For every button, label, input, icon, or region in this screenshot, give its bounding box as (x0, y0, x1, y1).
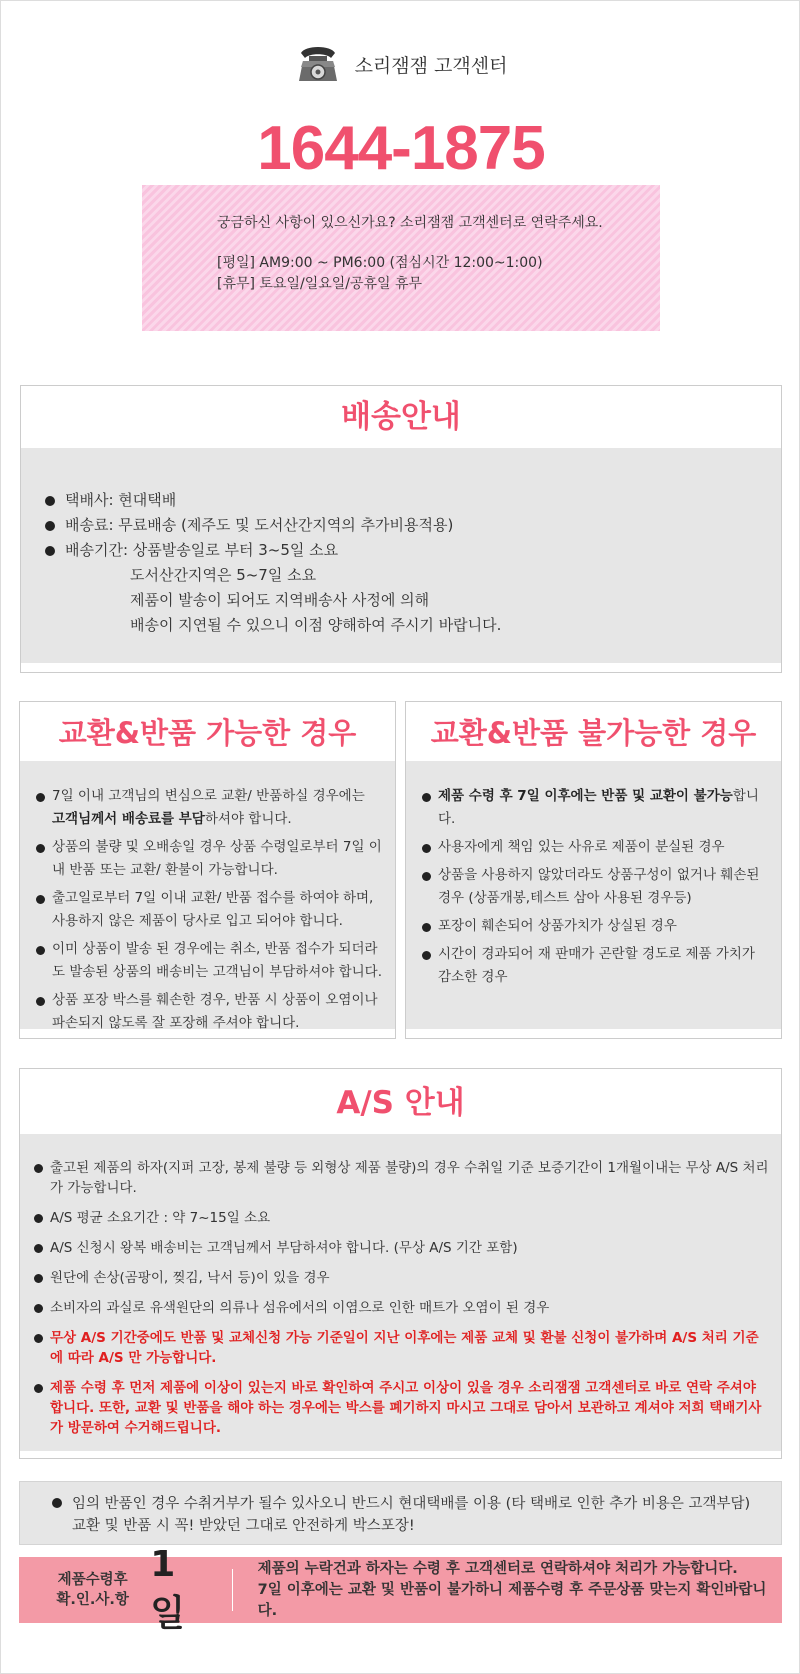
list-item-warning: 무상 A/S 기간중에도 반품 및 교체신청 가능 기준일이 지난 이후에는 제품 교체 및 환불 신청이 불가하며 A/S 처리 기준에 따라 A/S 만 가능합니다. (34, 1328, 769, 1368)
exchange-possible-title: 교환&반품 가능한 경우 (20, 702, 395, 761)
customer-center-header (1, 41, 800, 91)
list-item: 출고된 제품의 하자(지퍼 고장, 봉제 불량 등 외형상 제품 불량)의 경우 수취일 기준 보증기간이 1개월이내는 무상 A/S 처리가 가능합니다. (34, 1158, 769, 1198)
list-item-warning: 제품 수령 후 먼저 제품에 이상이 있는지 바로 확인하여 주시고 이상이 있을 경우 소리잼잼 고객센터로 바로 연락 주셔야 합니다. 또한, 교환 및 반품을 해야 하는 경우에는 박스를 폐기하지 마시고 그대로 담아서 보관하고 계셔야 저희 택배기사가 방문하여 수거해드립니다. (34, 1378, 769, 1438)
notice-line: 임의 반품인 경우 수취거부가 될수 있사오니 반드시 현대택배를 이용 (타 택배로 인한 추가 비용은 고객부담) 교환 및 반품 시 꼭! 받았던 그대로 안전하게 박스포장! (52, 1493, 781, 1537)
exchange-impossible-title: 교환&반품 불가능한 경우 (406, 702, 781, 761)
customer-center-title: 소리잼잼 고객센터 (295, 41, 508, 87)
list-item: 상품의 불량 및 오배송일 경우 상품 수령일로부터 7일 이내 반품 또는 교환/ 환불이 가능합니다. (36, 836, 385, 882)
exchange-impossible-body (406, 761, 781, 1029)
list-item: A/S 평균 소요기간 : 약 7~15일 소요 (34, 1208, 769, 1228)
shipping-panel (20, 385, 782, 673)
exchange-possible-panel (19, 701, 396, 1039)
return-notice (19, 1481, 782, 1545)
list-item: A/S 신청시 왕복 배송비는 고객님께서 부담하셔야 합니다. (무상 A/S 기간 포함) (34, 1238, 769, 1258)
list-item: 사용자에게 책임 있는 사유로 제품이 분실된 경우 (422, 836, 771, 859)
as-title: A/S 안내 (20, 1069, 781, 1134)
as-panel (19, 1068, 782, 1459)
divider (232, 1569, 233, 1611)
shipping-body (21, 448, 781, 663)
list-item: 포장이 훼손되어 상품가치가 상실된 경우 (422, 915, 771, 938)
list-item: 출고일로부터 7일 이내 교환/ 반품 접수를 하여야 하며, 사용하지 않은 제품이 당사로 입고 되어야 합니다. (36, 887, 385, 933)
telephone-icon (295, 41, 341, 87)
list-item: 상품 포장 박스를 훼손한 경우, 반품 시 상품이 오염이나 파손되지 않도록 잘 포장해 주셔야 합니다. (36, 989, 385, 1035)
list-item: 원단에 손상(곰팡이, 찢김, 낙서 등)이 있을 경우 (34, 1268, 769, 1288)
phone-number[interactable]: 1644-1875 (257, 114, 545, 183)
check-day: 1일 (150, 1544, 183, 1634)
contact-intro: 궁금하신 사항이 있으신가요? 소리잼잼 고객센터로 연락주세요. (217, 215, 603, 231)
shipping-period-detail: 도서산간지역은 5~7일 소요 제품이 발송이 되어도 지역배송사 사정에 의해 배송이 지연될 수 있으니 이점 양해하여 주시기 바랍니다. (130, 566, 502, 634)
business-hours: [평일] AM9:00 ~ PM6:00 (점심시간 12:00~1:00) (217, 255, 543, 271)
receipt-check-banner (19, 1544, 782, 1634)
as-body (20, 1134, 781, 1451)
shipping-period: 배송기간: 상품발송일로 부터 3~5일 소요 (45, 538, 781, 563)
check-text: 제품의 누락건과 하자는 수령 후 고객센터로 연락하셔야 처리가 가능합니다. 7일 이후에는 교환 및 반품이 불가하니 제품수령 후 주문상품 맞는지 확인바랍니다. (257, 1560, 767, 1619)
list-item: 이미 상품이 발송 된 경우에는 취소, 반품 접수가 되더라도 발송된 상품의 배송비는 고객님이 부담하셔야 합니다. (36, 938, 385, 984)
list-item: 상품을 사용하지 않았더라도 상품구성이 없거나 훼손된 경우 (상품개봉,테스트 삼아 사용된 경우등) (422, 864, 771, 910)
shipping-fee: 배송료: 무료배송 (제주도 및 도서산간지역의 추가비용적용) (45, 513, 781, 538)
list-item: 소비자의 과실로 유색원단의 의류나 섬유에서의 이염으로 인한 매트가 오염이 된 경우 (34, 1298, 769, 1318)
contact-info-box (142, 185, 660, 331)
shipping-title: 배송안내 (21, 386, 781, 448)
list-item: 제품 수령 후 7일 이후에는 반품 및 교환이 불가능합니다. (422, 785, 771, 831)
shipping-carrier: 택배사: 현대택배 (45, 488, 781, 513)
check-label: 제품수령후 확.인.사.항 (56, 1572, 129, 1608)
holiday-info: [휴무] 토요일/일요일/공휴일 휴무 (217, 276, 423, 292)
list-item: 시간이 경과되어 재 판매가 곤란할 경도로 제품 가치가 감소한 경우 (422, 943, 771, 989)
list-item: 7일 이내 고객님의 변심으로 교환/ 반품하실 경우에는 고객님께서 배송료를 부담하셔야 합니다. (36, 785, 385, 831)
exchange-possible-body (20, 761, 395, 1029)
exchange-impossible-panel (405, 701, 782, 1039)
